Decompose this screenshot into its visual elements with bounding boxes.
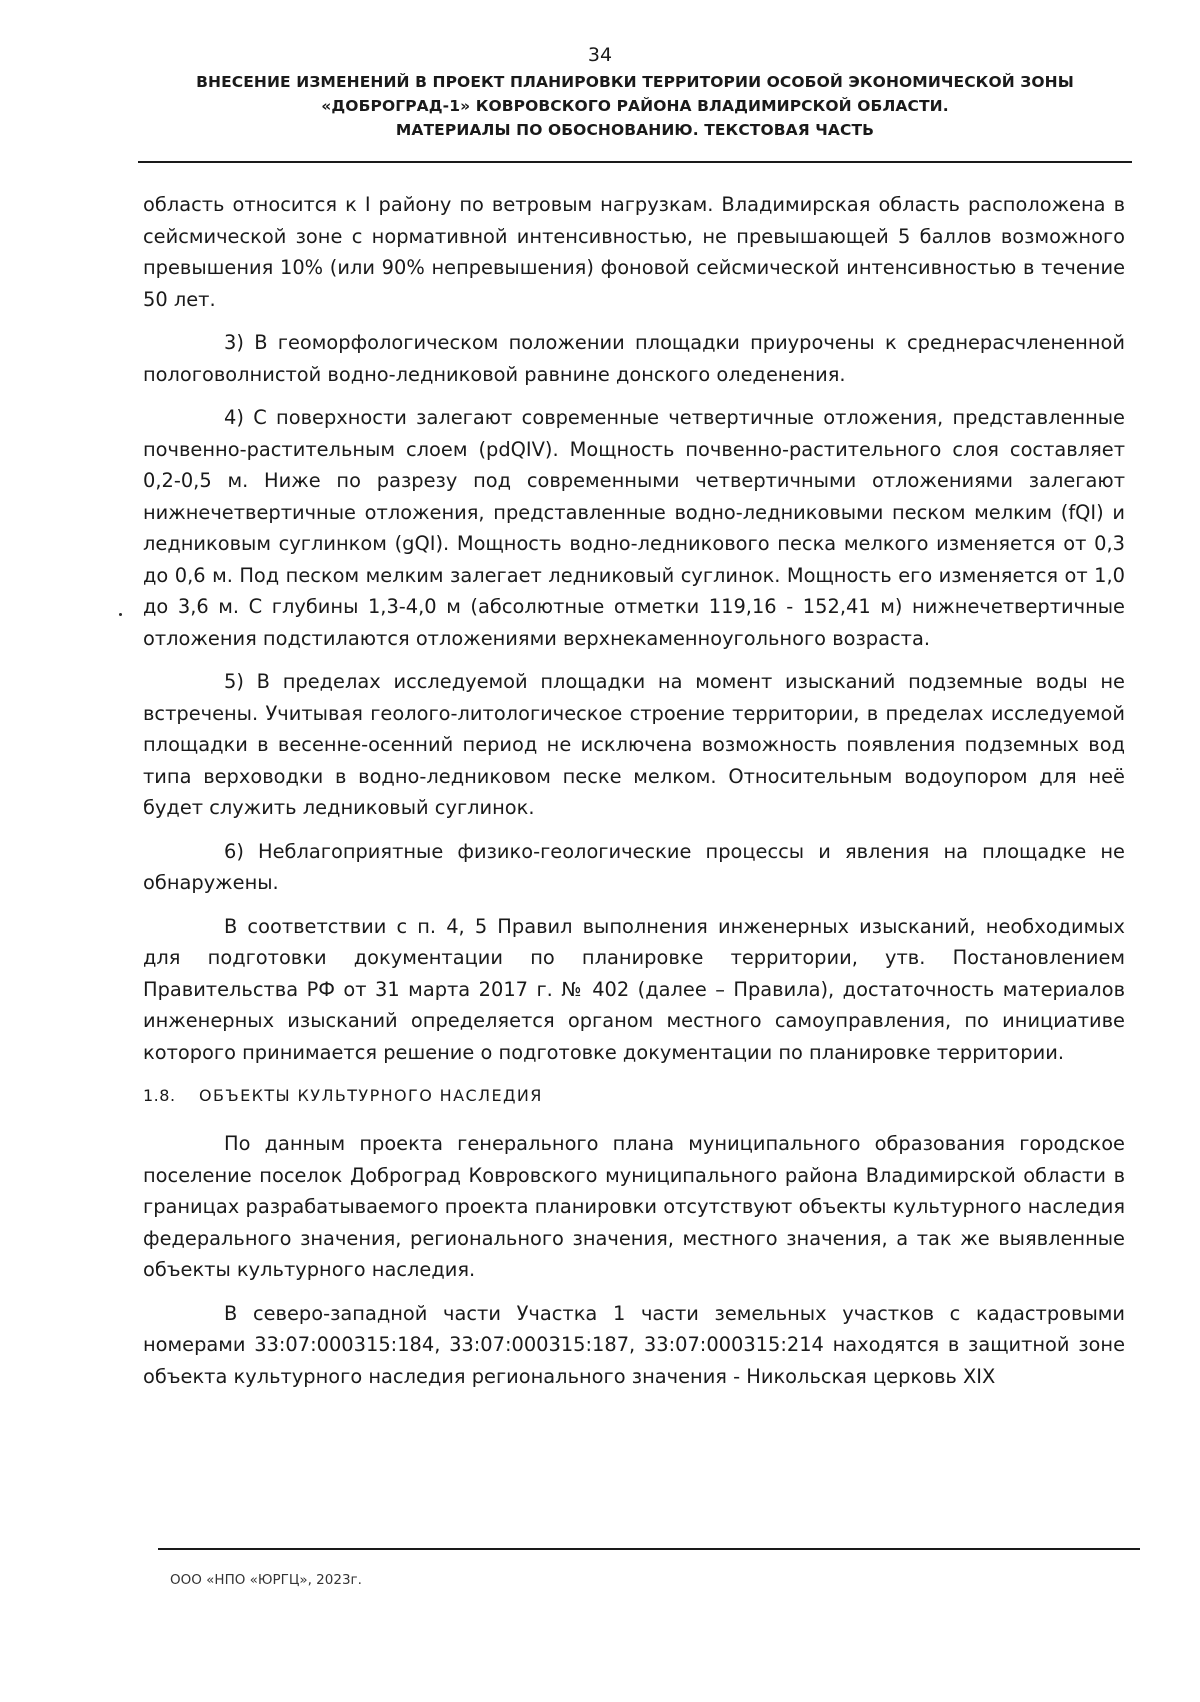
section-heading (143, 1082, 1125, 1110)
header-divider (138, 161, 1132, 163)
section-title: ОБЪЕКТЫ КУЛЬТУРНОГО НАСЛЕДИЯ (199, 1086, 543, 1105)
paragraph-wind-seismic: область относится к I району по ветровым нагрузкам. Владимирская область расположена в сейсмической зоне с нормативной интенсивностью, не превышающей 5 баллов возможного превышения 10% (или 90% непревышения) фоновой сейсмической интенсивностью в течение 50 лет. (143, 193, 1125, 311)
header-line-3: МАТЕРИАЛЫ ПО ОБОСНОВАНИЮ. ТЕКСТОВАЯ ЧАСТЬ (395, 121, 875, 139)
paragraph-heritage-general-plan: По данным проекта генерального плана муниципального образования городское поселение поселок Доброград Ковровского муниципального района Владимирской области в границах разрабатываемого проекта планировки отсутствуют объекты культурного наследия федерального значения, регионального значения, местного значения, а так же выявленные объекты культурного наследия. (143, 1132, 1125, 1281)
header-line-1: ВНЕСЕНИЕ ИЗМЕНЕНИЙ В ПРОЕКТ ПЛАНИРОВКИ ТЕРРИТОРИИ ОСОБОЙ ЭКОНОМИЧЕСКОЙ ЗОНЫ (196, 73, 1074, 91)
section-number: 1.8. (143, 1086, 176, 1105)
paragraph-survey-rules: В соответствии с п. 4, 5 Правил выполнения инженерных изысканий, необходимых для подготовки документации по планировке территории, утв. Постановлением Правительства РФ от 31 марта 2017 г. № 402 (далее – Правила), достаточность материалов инженерных изысканий определяется органом местного самоуправления, по инициативе которого принимается решение о подготовке документации по планировке территории. (143, 914, 1125, 1064)
header-line-2: «ДОБРОГРАД-1» КОВРОВСКОГО РАЙОНА ВЛАДИМИРСКОЙ ОБЛАСТИ. (321, 97, 949, 115)
footer-divider (158, 1548, 1140, 1550)
paragraph-heritage-protection-zone: В северо-западной части Участка 1 части земельных участков с кадастровыми номерами 33:07:000315:184, 33:07:000315:187, 33:07:000315:214 находятся в защитной зоне объекта культурного наследия регионального значения - Никольская церковь XIX (143, 1301, 1125, 1388)
page-number: 34 (587, 44, 613, 66)
paragraph-groundwater: 5) В пределах исследуемой площадки на момент изысканий подземные воды не встречены. Учитывая геолого-литологическое строение территории, в пределах исследуемой площадки в весенне-осенний период не исключена возможность появления подземных вод типа верховодки в водно-ледниковом песке мелком. Относительным водоупором для неё будет служить ледниковый суглинок. (143, 670, 1125, 819)
paragraph-deposits: 4) С поверхности залегают современные четвертичные отложения, представленные почвенно-растительным слоем (pdQIV). Мощность почвенно-растительного слоя составляет 0,2-0,5 м. Ниже по разрезу под современными четвертичными отложениями залегают нижнечетвертичные отложения, представленные водно-ледниковыми песком мелким (fQI) и ледниковым суглинком (gQI). Мощность водно-ледникового песка мелкого изменяется от 0,3 до 0,6 м. Под песком мелким залегает ледниковый суглинок. Мощность его изменяется от 1,0 до 3,6 м. С глубины 1,3-4,0 м (абсолютные отметки 119,16 - 152,41 м) нижнечетвертичные отложения подстилаются отложениями верхнекаменноугольного возраста. (143, 406, 1125, 650)
scan-speck (119, 613, 122, 616)
footer-organization: ООО «НПО «ЮРГЦ», 2023г. (170, 1572, 362, 1588)
paragraph-geomorphology: 3) В геоморфологическом положении площадки приурочены к среднерасчлененной пологоволнистой водно-ледниковой равнине донского оледенения. (143, 331, 1125, 386)
document-header (140, 70, 1130, 142)
paragraph-geological-processes: 6) Неблагоприятные физико-геологические процессы и явления на площадке не обнаружены. (143, 839, 1125, 894)
document-body (143, 189, 1125, 1404)
